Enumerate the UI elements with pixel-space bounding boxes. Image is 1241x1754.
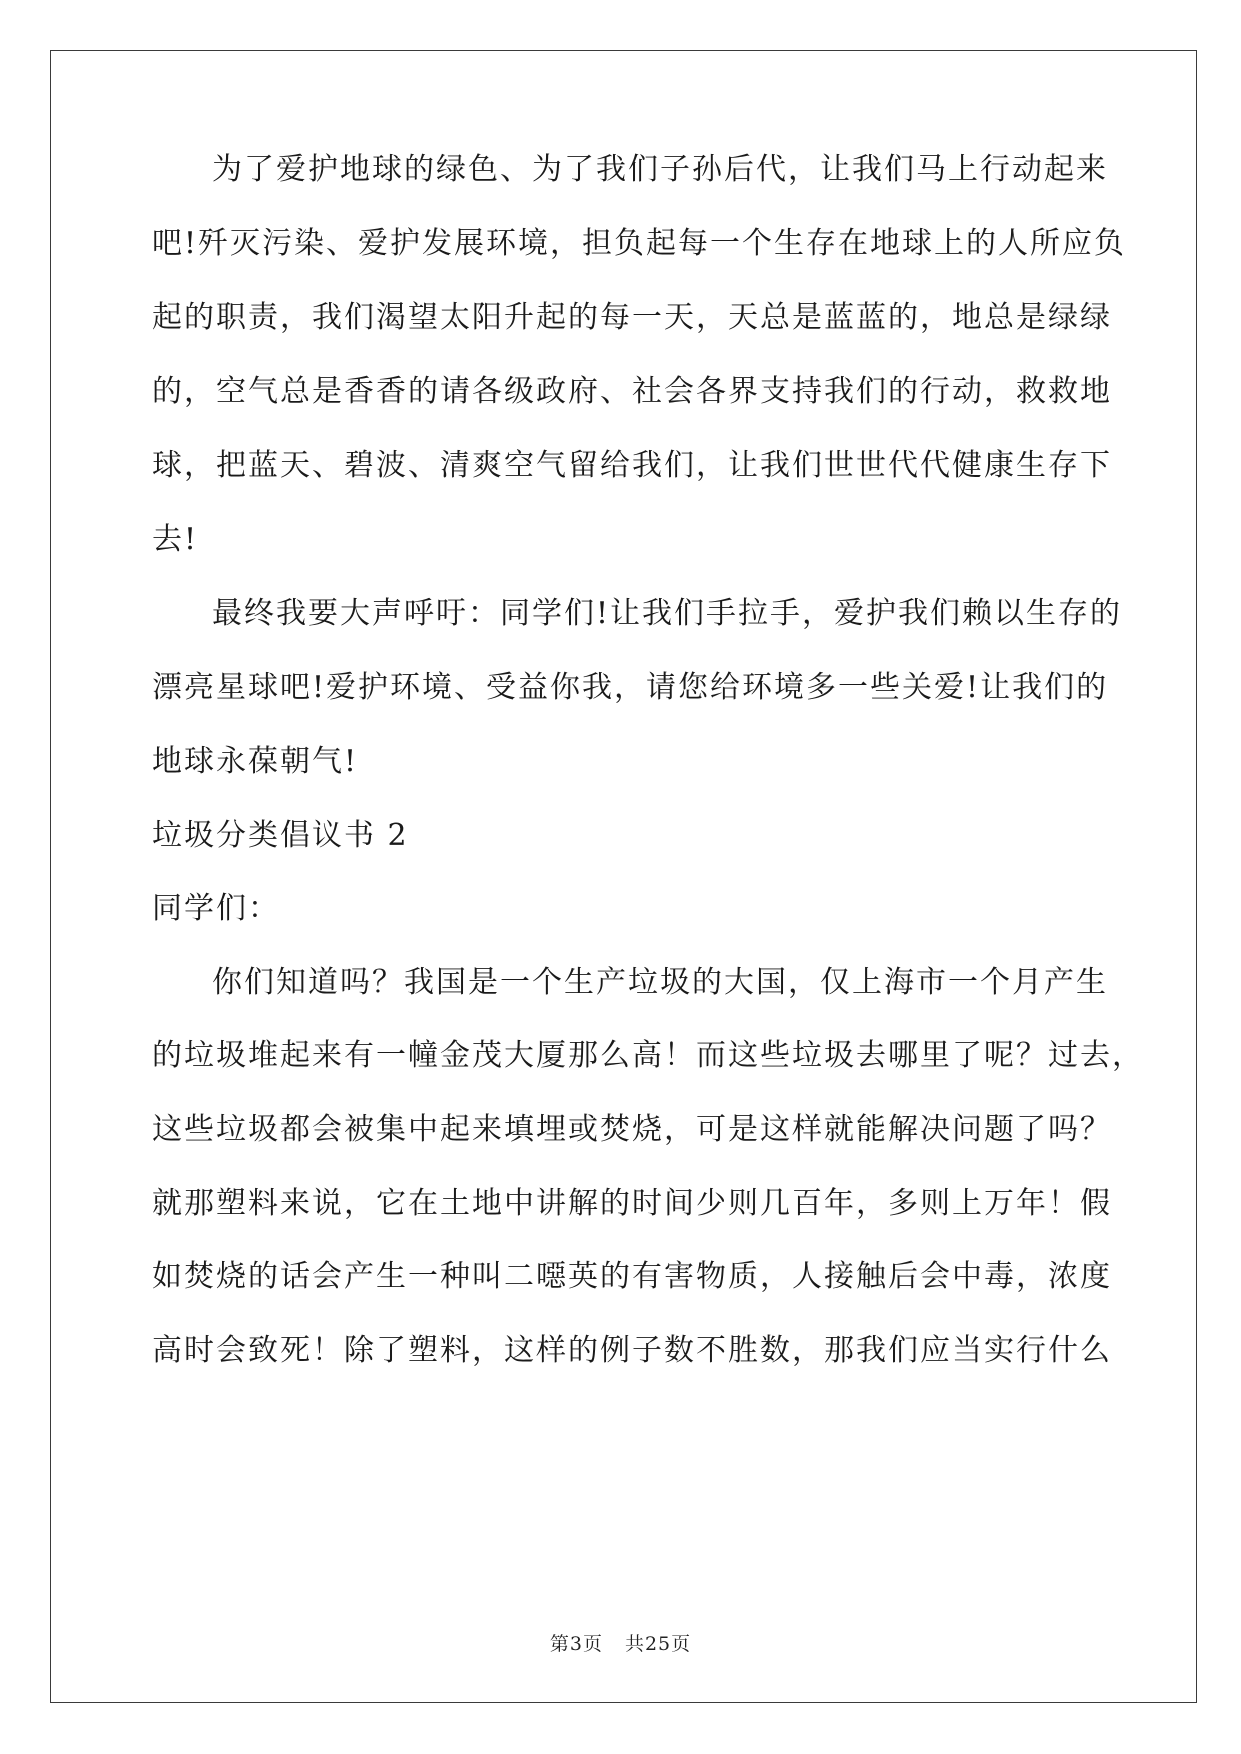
section-heading: 垃圾分类倡议书 2 bbox=[152, 818, 409, 853]
paragraph-3-line: 的垃圾堆起来有一幢金茂大厦那么高！而这些垃圾去哪里了呢？过去， bbox=[152, 1038, 1144, 1073]
paragraph-3-line: 高时会致死！除了塑料，这样的例子数不胜数，那我们应当实行什么 bbox=[152, 1333, 1112, 1368]
paragraph-2-line: 漂亮星球吧!爱护环境、受益你我，请您给环境多一些关爱!让我们的 bbox=[152, 670, 1109, 705]
paragraph-1-line: 吧!歼灭污染、爱护发展环境，担负起每一个生存在地球上的人所应负 bbox=[152, 226, 1127, 261]
page-total: 共25页 bbox=[624, 1633, 692, 1655]
paragraph-1-line: 起的职责，我们渴望太阳升起的每一天，天总是蓝蓝的，地总是绿绿 bbox=[152, 300, 1112, 335]
paragraph-2-line: 地球永葆朝气! bbox=[152, 744, 359, 779]
paragraph-1-line: 为了爱护地球的绿色、为了我们子孙后代，让我们马上行动起来 bbox=[212, 152, 1108, 187]
paragraph-1-line: 球，把蓝天、碧波、清爽空气留给我们，让我们世世代代健康生存下 bbox=[152, 448, 1112, 483]
salutation: 同学们： bbox=[152, 891, 280, 926]
paragraph-3-line: 如焚烧的话会产生一种叫二噁英的有害物质，人接触后会中毒，浓度 bbox=[152, 1259, 1112, 1294]
paragraph-3-line: 这些垃圾都会被集中起来填埋或焚烧，可是这样就能解决问题了吗？ bbox=[152, 1112, 1112, 1147]
paragraph-2-line: 最终我要大声呼吁：同学们!让我们手拉手，爱护我们赖以生存的 bbox=[212, 596, 1123, 631]
paragraph-1-line: 去! bbox=[152, 522, 199, 557]
paragraph-1-line: 的，空气总是香香的请各级政府、社会各界支持我们的行动，救救地 bbox=[152, 374, 1112, 409]
page-footer bbox=[0, 1632, 1241, 1656]
paragraph-3-line: 你们知道吗？我国是一个生产垃圾的大国，仅上海市一个月产生 bbox=[212, 965, 1108, 1000]
page-number: 第3页 bbox=[549, 1633, 603, 1655]
paragraph-3-line: 就那塑料来说，它在土地中讲解的时间少则几百年，多则上万年！假 bbox=[152, 1186, 1112, 1221]
